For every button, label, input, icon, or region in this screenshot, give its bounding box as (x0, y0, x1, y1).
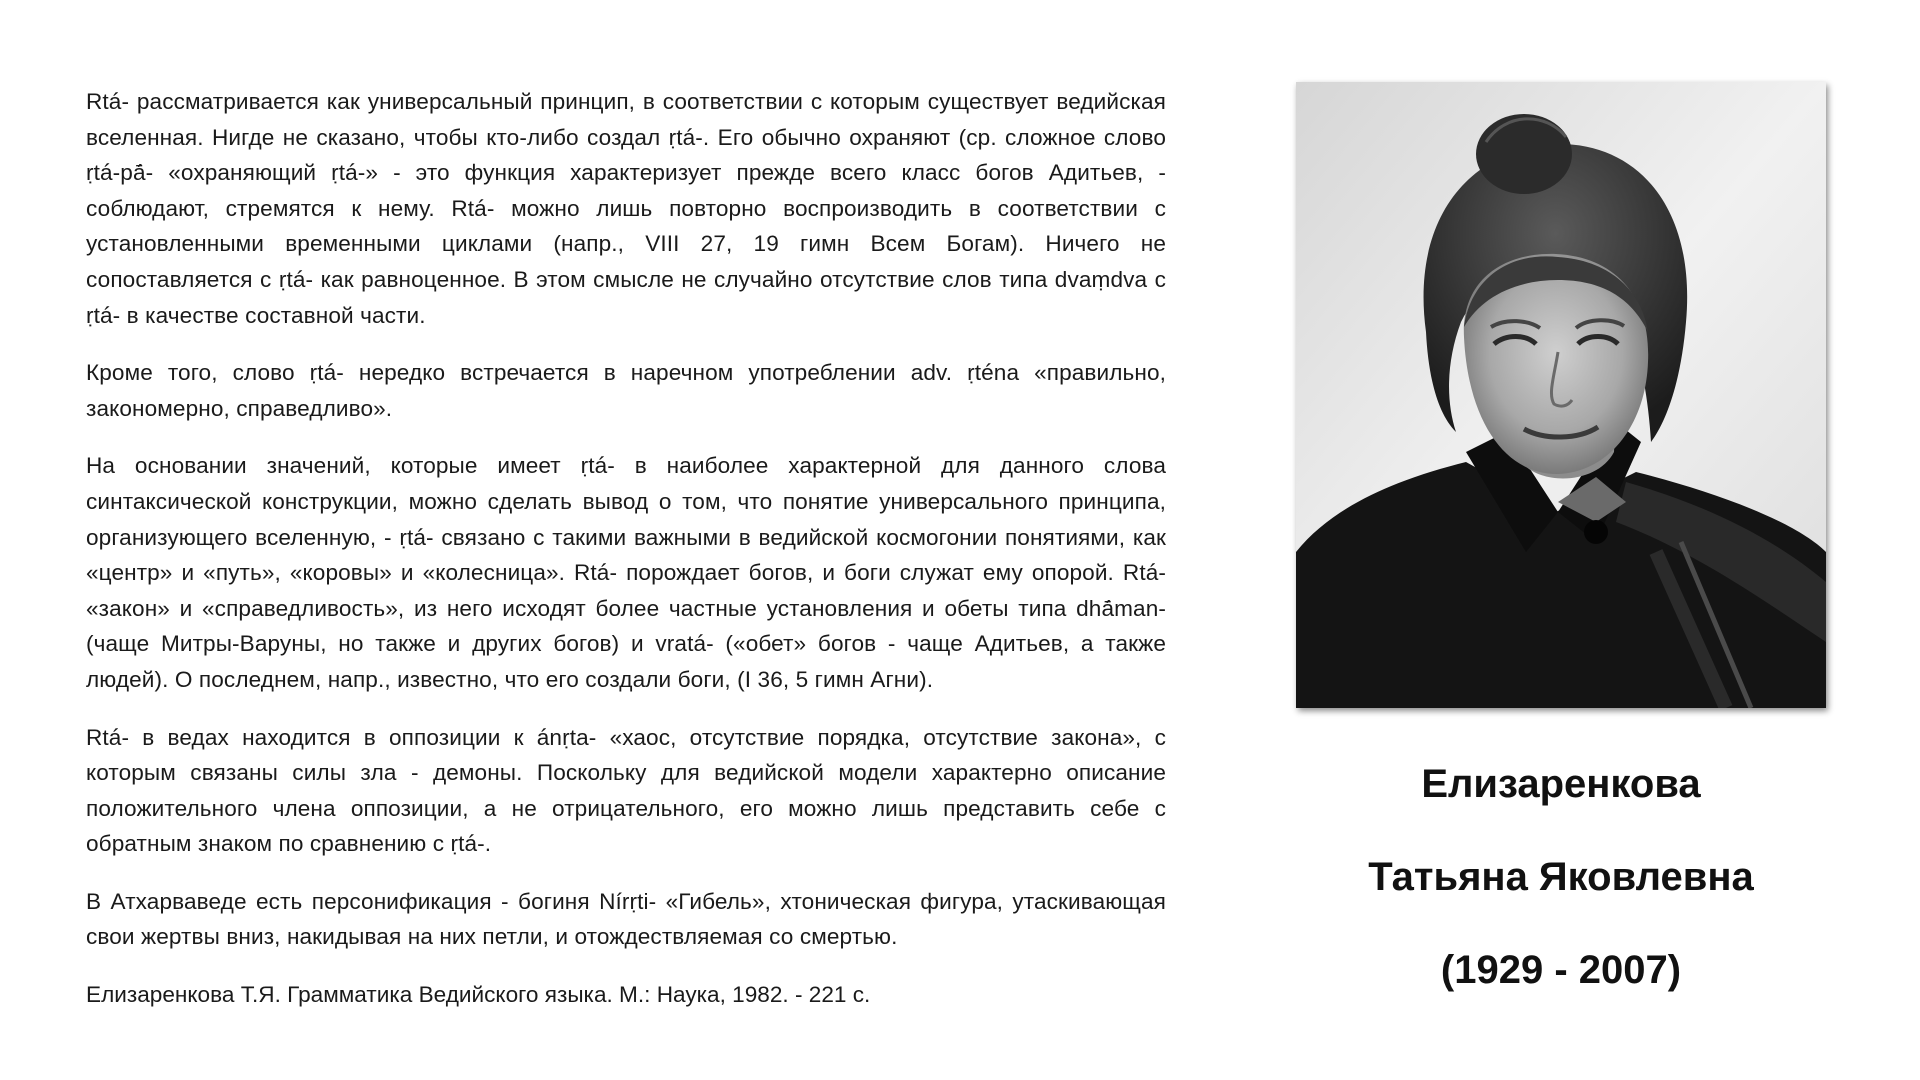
bibliographic-reference: Елизаренкова Т.Я. Грамматика Ведийского языка. М.: Наука, 1982. - 221 с. (86, 982, 871, 1008)
paragraph-2: Кроме того, слово ṛtá- нередко встречается в наречном употреблении adv. ṛténa «правильно, закономерно, справедливо». (86, 360, 1166, 421)
paragraph-1: Rtá- рассматривается как универсальный принцип, в соответствии с которым существует ведийская вселенная. Нигде не сказано, чтобы кто-либо создал ṛtá-. Его обычно охраняют (ср. сложное слово ṛtá-pā́- «охраняющий ṛtá-» - это функция характеризует прежде всего класс богов Адитьев, - соблюдают, стремятся к нему. Rtá- можно лишь повторно воспроизводить в соответствии с установленными временными циклами (напр., VIII 27, 19 гимн Всем Богам). Ничего не сопоставляется с ṛtá- как равноценное. В этом смысле не случайно отсутствие слов типа dvaṃdva с ṛtá- в качестве составной части. (86, 89, 1166, 328)
paragraph-3: На основании значений, которые имеет ṛtá- в наиболее характерной для данного слова синтаксической конструкции, можно сделать вывод о том, что понятие универсального принципа, организующего вселенную, - ṛtá- связано с такими важными в ведийской космогонии понятиями, как «центр» и «путь», «коровы» и «колесница». Rtá- порождает богов, и боги служат ему опорой. Rtá- «закон» и «справедливость», из него исходят более частные установления и обеты типа dhā́man- (чаще Митры-Варуны, но также и других богов) и vratá- («обет» богов - чаще Адитьев, а также людей). О последнем, напр., известно, что его создали боги, (I 36, 5 гимн Агни). (86, 453, 1166, 692)
portrait-photo (1296, 82, 1826, 708)
paragraph-4: Rtá- в ведах находится в оппозиции к ánṛta- «хаос, отсутствие порядка, отсутствие закона», с которым связаны силы зла - демоны. Поскольку для ведийской модели характерно описание положительного члена оппозиции, а не отрицательного, его можно лишь представить себе с обратным знаком по сравнению с ṛtá-. (86, 724, 1166, 857)
caption-given-names: Татьяна Яковлевна (1368, 855, 1754, 899)
caption-years: (1929 - 2007) (1440, 948, 1682, 992)
caption-surname: Елизаренкова (1421, 762, 1701, 806)
article-text (86, 84, 1166, 1013)
paragraph-5: В Атхарваведе есть персонификация - богиня Nírṛti- «Гибель», хтоническая фигура, утаскивающая свои жертвы вниз, накидывая на них петли, и отождествляемая со смертью. (86, 888, 1166, 950)
